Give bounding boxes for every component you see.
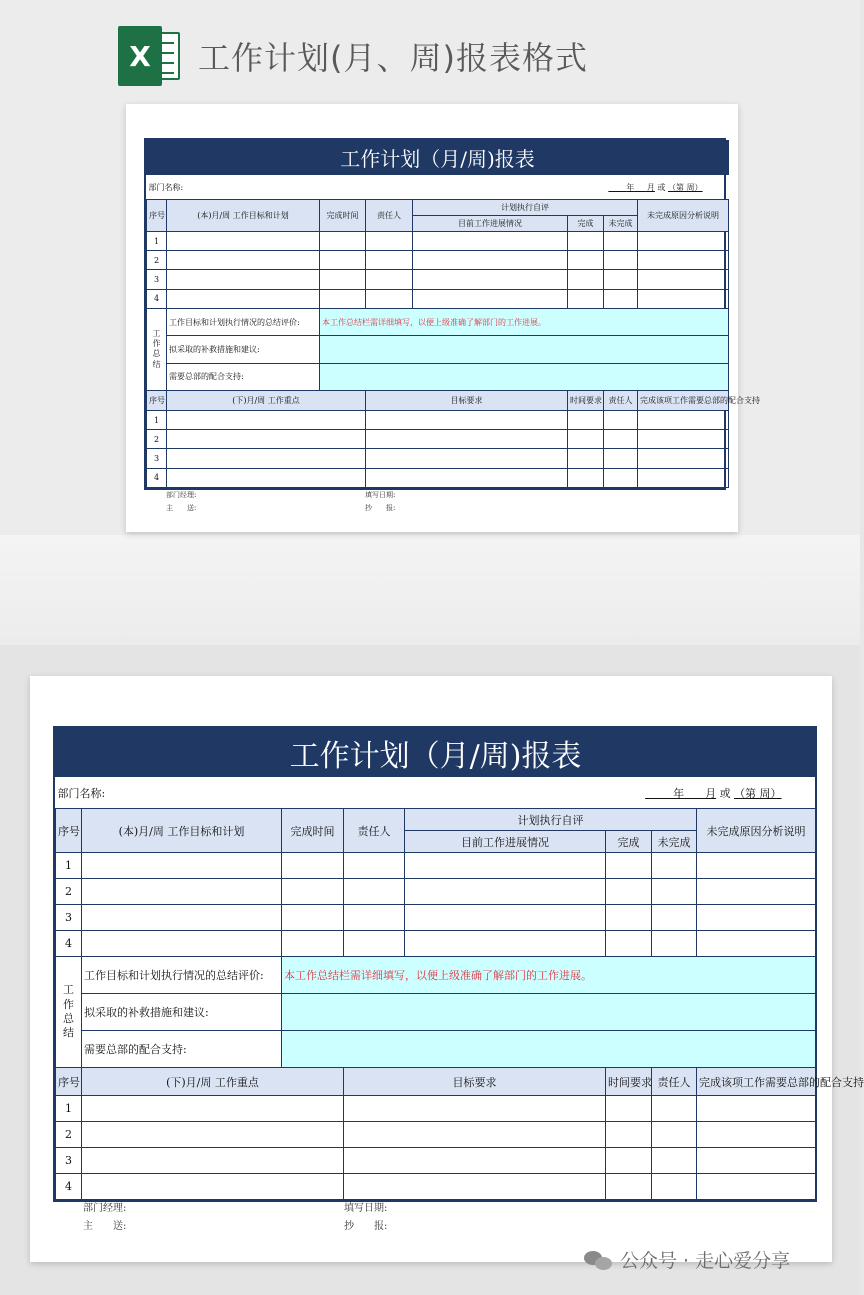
table-cell[interactable] [606, 1122, 652, 1148]
table-cell[interactable] [697, 931, 816, 957]
table-cell[interactable] [366, 468, 568, 487]
fill-date-label: 填写日期: [344, 1203, 388, 1214]
measures-input[interactable] [282, 994, 816, 1031]
table-cell[interactable] [344, 1174, 606, 1200]
table-cell[interactable] [638, 430, 729, 449]
send-label: 主 送: [83, 1221, 127, 1232]
table-cell[interactable] [652, 1148, 697, 1174]
table-cell[interactable] [413, 289, 568, 308]
table-cell[interactable] [697, 853, 816, 879]
next-support-header: 完成该项工作需要总部的配合支持 [638, 390, 729, 410]
date-period: 年 月 或 （第 周） [405, 777, 816, 809]
support-input[interactable] [282, 1031, 816, 1068]
report-sheet [53, 726, 864, 1202]
footer-left [83, 1200, 126, 1236]
table-cell[interactable] [405, 905, 606, 931]
owner-header: 责任人 [344, 809, 405, 853]
table-cell[interactable] [167, 289, 320, 308]
table-cell[interactable] [344, 1148, 606, 1174]
table-cell[interactable] [638, 232, 729, 251]
row-number: 4 [147, 289, 167, 308]
table-cell[interactable] [320, 232, 366, 251]
row-number: 3 [56, 905, 82, 931]
table-cell[interactable] [652, 905, 697, 931]
row-number: 4 [56, 931, 82, 957]
target-header: 目标要求 [344, 1068, 606, 1096]
row-number: 3 [147, 449, 167, 468]
eval-label: 工作目标和计划执行情况的总结评价: [167, 308, 320, 335]
table-cell[interactable] [82, 853, 282, 879]
table-cell[interactable] [638, 289, 729, 308]
dept-label: 部门名称: [56, 777, 405, 809]
table-cell[interactable] [604, 232, 638, 251]
table-cell[interactable] [82, 1174, 344, 1200]
self-eval-header: 计划执行自评 [413, 199, 638, 215]
send-label: 主 送: [166, 504, 197, 512]
report-table [146, 140, 760, 488]
support-label: 需要总部的配合支持: [82, 1031, 282, 1068]
this-plan-header: (本)月/周 工作目标和计划 [82, 809, 282, 853]
table-cell[interactable] [604, 289, 638, 308]
table-cell[interactable] [344, 931, 405, 957]
table-cell[interactable] [405, 879, 606, 905]
manager-label: 部门经理: [166, 491, 197, 499]
not-done-header: 未完成 [604, 215, 638, 231]
table-cell[interactable] [82, 879, 282, 905]
table-cell[interactable] [568, 232, 604, 251]
table-cell[interactable] [652, 1096, 697, 1122]
table-cell[interactable] [167, 411, 366, 430]
row-number: 4 [56, 1174, 82, 1200]
row-number: 3 [56, 1148, 82, 1174]
table-cell[interactable] [167, 449, 366, 468]
footer-left [166, 489, 196, 515]
row-number: 2 [147, 430, 167, 449]
excel-icon: X [118, 26, 182, 86]
table-cell[interactable] [282, 879, 344, 905]
time-req-header: 时间要求 [568, 390, 604, 410]
table-cell[interactable] [604, 449, 638, 468]
table-cell[interactable] [366, 232, 413, 251]
table-cell[interactable] [82, 1096, 344, 1122]
table-cell[interactable] [697, 1122, 816, 1148]
done-header: 完成 [568, 215, 604, 231]
measures-input[interactable] [320, 336, 729, 363]
row-number: 2 [56, 1122, 82, 1148]
page-title: 工作计划(月、周)报表格式 [198, 39, 588, 77]
table-cell[interactable] [638, 411, 729, 430]
table-cell[interactable] [604, 468, 638, 487]
done-header: 完成 [606, 831, 652, 853]
table-cell[interactable] [320, 289, 366, 308]
row-number: 3 [147, 270, 167, 289]
table-cell[interactable] [697, 905, 816, 931]
table-cell[interactable] [405, 931, 606, 957]
row-number: 4 [147, 468, 167, 487]
table-cell[interactable] [366, 430, 568, 449]
table-cell[interactable] [652, 1174, 697, 1200]
table-cell[interactable] [606, 905, 652, 931]
table-cell[interactable] [167, 468, 366, 487]
table-cell[interactable] [413, 232, 568, 251]
table-cell[interactable] [697, 1096, 816, 1122]
table-cell[interactable] [568, 251, 604, 270]
row-number: 1 [147, 232, 167, 251]
copy-label: 抄 报: [344, 1221, 388, 1232]
table-cell[interactable] [82, 1122, 344, 1148]
table-cell[interactable] [606, 1174, 652, 1200]
footer-right [344, 1200, 387, 1236]
manager-label: 部门经理: [83, 1203, 127, 1214]
table-cell[interactable] [344, 879, 405, 905]
not-done-header: 未完成 [652, 831, 697, 853]
table-cell[interactable] [604, 270, 638, 289]
table-cell[interactable] [606, 1096, 652, 1122]
table-cell[interactable] [366, 289, 413, 308]
copy-label: 抄 报: [365, 504, 396, 512]
table-cell[interactable] [697, 879, 816, 905]
eval-note[interactable]: 本工作总结栏需详细填写，以便上级准确了解部门的工作进展。 [320, 308, 729, 335]
next-owner-header: 责任人 [604, 390, 638, 410]
table-cell[interactable] [652, 931, 697, 957]
table-cell[interactable] [320, 270, 366, 289]
table-cell[interactable] [82, 1148, 344, 1174]
progress-header: 目前工作进展情况 [405, 831, 606, 853]
summary-vertical-label: 工 作 总 结 [147, 308, 167, 390]
report-title: 工作计划（月/周)报表 [147, 141, 729, 175]
table-cell[interactable] [606, 931, 652, 957]
table-cell[interactable] [638, 468, 729, 487]
this-plan-header: (本)月/周 工作目标和计划 [167, 199, 320, 231]
watermark [584, 1246, 790, 1273]
table-cell[interactable] [282, 853, 344, 879]
time-req-header: 时间要求 [606, 1068, 652, 1096]
row-number: 1 [56, 1096, 82, 1122]
seq-header: 序号 [147, 199, 167, 231]
seq-header: 序号 [56, 809, 82, 853]
owner-header: 责任人 [366, 199, 413, 231]
report-table [55, 728, 864, 1200]
next-plan-header: (下)月/周 工作重点 [82, 1068, 344, 1096]
report-preview-large [30, 676, 864, 1262]
reason-header: 未完成原因分析说明 [697, 809, 816, 853]
done-time-header: 完成时间 [282, 809, 344, 853]
reason-header: 未完成原因分析说明 [638, 199, 729, 231]
table-cell[interactable] [366, 251, 413, 270]
table-cell[interactable] [606, 853, 652, 879]
table-cell[interactable] [344, 905, 405, 931]
table-cell[interactable] [320, 251, 366, 270]
dept-label: 部门名称: [147, 175, 413, 199]
table-cell[interactable] [167, 270, 320, 289]
watermark-text: 公众号 · 走心爱分享 [620, 1250, 791, 1272]
footer-right [365, 489, 395, 515]
support-label: 需要总部的配合支持: [167, 363, 320, 390]
eval-note[interactable]: 本工作总结栏需详细填写，以便上级准确了解部门的工作进展。 [282, 957, 816, 994]
support-input[interactable] [320, 363, 729, 390]
target-header: 目标要求 [366, 390, 568, 410]
divider-band [0, 535, 860, 645]
table-cell[interactable] [282, 905, 344, 931]
measures-label: 拟采取的补救措施和建议: [167, 336, 320, 363]
table-cell[interactable] [405, 853, 606, 879]
table-cell[interactable] [638, 251, 729, 270]
row-number: 2 [56, 879, 82, 905]
table-cell[interactable] [568, 411, 604, 430]
row-number: 1 [56, 853, 82, 879]
table-cell[interactable] [344, 1096, 606, 1122]
eval-label: 工作目标和计划执行情况的总结评价: [82, 957, 282, 994]
table-cell[interactable] [366, 270, 413, 289]
table-cell[interactable] [606, 1148, 652, 1174]
table-cell[interactable] [344, 1122, 606, 1148]
table-cell[interactable] [167, 232, 320, 251]
table-cell[interactable] [568, 468, 604, 487]
table-cell[interactable] [167, 251, 320, 270]
done-time-header: 完成时间 [320, 199, 366, 231]
table-cell[interactable] [638, 270, 729, 289]
page-header [118, 26, 588, 86]
table-cell[interactable] [366, 411, 568, 430]
table-cell[interactable] [82, 905, 282, 931]
table-cell[interactable] [82, 931, 282, 957]
report-title: 工作计划（月/周)报表 [56, 729, 816, 777]
progress-header: 目前工作进展情况 [413, 215, 568, 231]
next-seq-header: 序号 [147, 390, 167, 410]
table-cell[interactable] [697, 1174, 816, 1200]
table-cell[interactable] [604, 411, 638, 430]
summary-vertical-label: 工 作 总 结 [56, 957, 82, 1068]
next-seq-header: 序号 [56, 1068, 82, 1096]
table-cell[interactable] [568, 289, 604, 308]
table-cell[interactable] [366, 449, 568, 468]
table-cell[interactable] [652, 853, 697, 879]
next-support-header: 完成该项工作需要总部的配合支持 [697, 1068, 816, 1096]
table-cell[interactable] [282, 931, 344, 957]
fill-date-label: 填写日期: [365, 491, 396, 499]
table-cell[interactable] [167, 430, 366, 449]
self-eval-header: 计划执行自评 [405, 809, 697, 831]
table-cell[interactable] [568, 270, 604, 289]
row-number: 2 [147, 251, 167, 270]
table-cell[interactable] [413, 251, 568, 270]
next-plan-header: (下)月/周 工作重点 [167, 390, 366, 410]
table-cell[interactable] [604, 251, 638, 270]
table-cell[interactable] [344, 853, 405, 879]
wechat-icon [584, 1249, 614, 1271]
table-cell[interactable] [604, 430, 638, 449]
table-cell[interactable] [652, 879, 697, 905]
table-cell[interactable] [413, 270, 568, 289]
table-cell[interactable] [652, 1122, 697, 1148]
report-sheet [144, 138, 760, 490]
table-cell[interactable] [697, 1148, 816, 1174]
row-number: 1 [147, 411, 167, 430]
measures-label: 拟采取的补救措施和建议: [82, 994, 282, 1031]
next-owner-header: 责任人 [652, 1068, 697, 1096]
table-cell[interactable] [568, 449, 604, 468]
table-cell[interactable] [568, 430, 604, 449]
table-cell[interactable] [606, 879, 652, 905]
report-preview-small [126, 104, 760, 532]
date-period: 年 月 或 （第 周） [413, 175, 729, 199]
table-cell[interactable] [638, 449, 729, 468]
